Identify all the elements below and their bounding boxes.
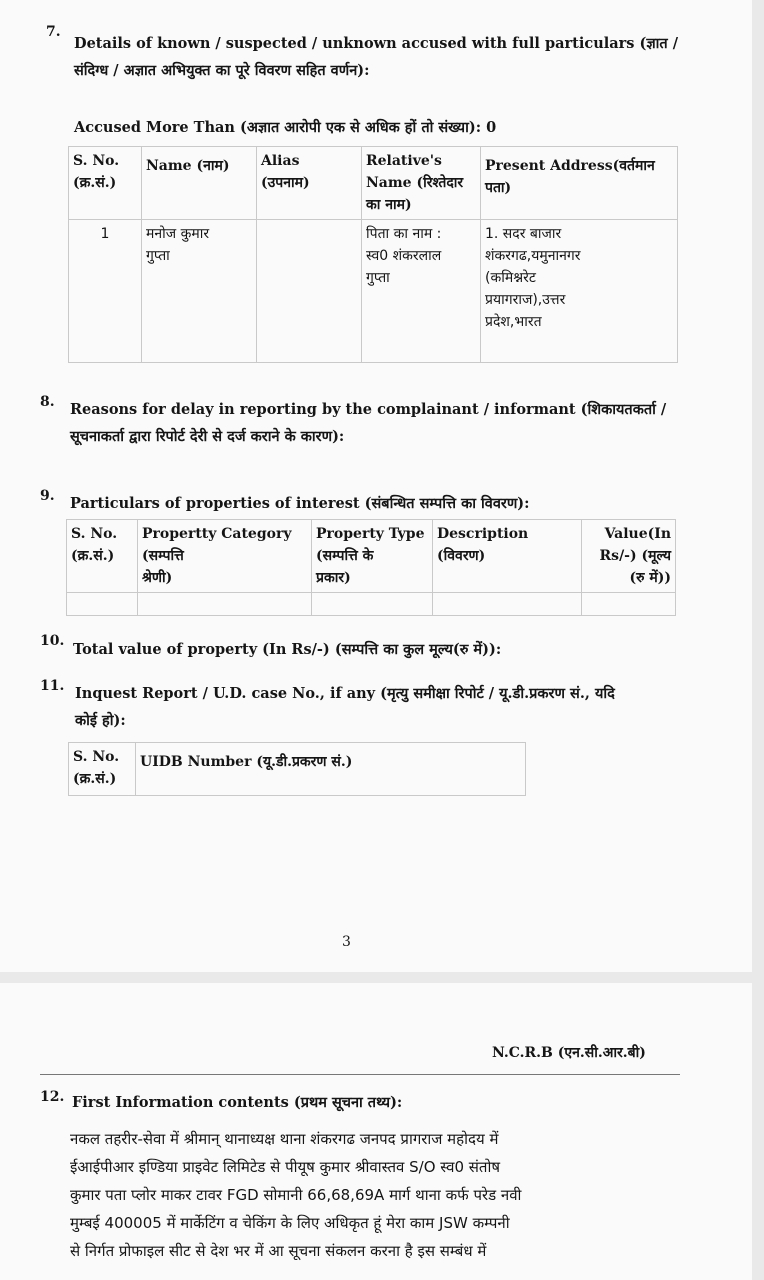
cell-name: मनोज कुमार गुप्ता [142,220,257,363]
header-property-category: Propertty Category (सम्पत्ति श्रेणी) [138,520,312,593]
section-8-heading: Reasons for delay in reporting by the complainant / informant (शिकायतकर्ता / सूचनाकर्ता द्वारा रिपोर्ट देरी से दर्ज कराने के कारण): [70,401,667,445]
table-header-row [69,743,526,796]
section-11-number: 11. [40,678,65,694]
first-information-text [70,1125,720,1265]
section-10-heading: Total value of property (In Rs/-) (सम्पत्ति का कुल मूल्य(रु में)): [73,641,502,658]
section-7-number: 7. [46,24,61,40]
property-table [66,519,676,616]
cell-empty [138,593,312,616]
section-12-heading: First Information contents (प्रथम सूचना तथ्य): [72,1094,403,1111]
text-line: से निर्गत प्रोफाइल सीट से देश भर में आ सूचना संकलन करना है इस सम्बंध में [70,1242,487,1260]
header-value: Value(In Rs/-) (मूल्य (रु में)) [582,520,676,593]
text-line: कुमार पता प्लोर माकर टावर FGD सोमानी 66,68,69A मार्ग थाना कर्फ परेड नवी [70,1186,522,1204]
section-7-heading [74,30,714,84]
header-sno: S. No. (क्र.सं.) [69,743,136,796]
section-11-heading: Inquest Report / U.D. case No., if any (मृत्यु समीक्षा रिपोर्ट / यू.डी.प्रकरण सं., यदि कोई हो): [75,685,615,729]
cell-empty [433,593,582,616]
uidb-table [68,742,526,796]
header-present-address: Present Address(वर्तमान पता) [481,147,678,220]
cell-sno: 1 [69,220,142,363]
header-divider [40,1074,680,1075]
cell-present-address: 1. सदर बाजार शंकरगढ,यमुनानगर (कमिश्नरेट प्रयागराज),उत्तर प्रदेश,भारत [481,220,678,363]
section-9-number: 9. [40,488,55,504]
cell-empty [312,593,433,616]
header-alias: Alias (उपनाम) [257,147,362,220]
section-7-heading-line-1: Details of known / suspected / unknown accused with full particulars (ज्ञात / [74,35,679,52]
section-9-heading: Particulars of properties of interest (संबन्धित सम्पत्ति का विवरण): [70,495,530,512]
text-line: नकल तहरीर-सेवा में श्रीमान् थानाध्यक्ष थाना शंकरगढ जनपद प्रागराज महोदय में [70,1130,499,1148]
cell-empty [67,593,138,616]
section-10-number: 10. [40,633,65,649]
header-uidb-number: UIDB Number (यू.डी.प्रकरण सं.) [136,743,526,796]
ncrb-header: N.C.R.B (एन.सी.आर.बी) [492,1045,646,1061]
header-sno: S. No. (क्र.सं.) [67,520,138,593]
accused-more-than: Accused More Than (अज्ञात आरोपी एक से अधिक हों तो संख्या): 0 [74,119,497,136]
cell-relative-name: पिता का नाम : स्व0 शंकरलाल गुप्ता [362,220,481,363]
header-property-type: Property Type (सम्पत्ति के प्रकार) [312,520,433,593]
table-row [69,220,678,363]
header-relative-name: Relative's Name (रिश्तेदार का नाम) [362,147,481,220]
table-row [67,593,676,616]
header-description: Description (विवरण) [433,520,582,593]
header-name: Name (नाम) [142,147,257,220]
section-12-number: 12. [40,1089,65,1105]
text-line: ईआईपीआर इण्डिया प्राइवेट लिमिटेड से पीयूष कुमार श्रीवास्तव S/O स्व0 संतोष [70,1158,501,1176]
cell-empty [582,593,676,616]
section-8-number: 8. [40,394,55,410]
table-header-row [69,147,678,220]
table-header-row [67,520,676,593]
header-sno: S. No. (क्र.सं.) [69,147,142,220]
text-line: मुम्बई 400005 में मार्केटिंग व चेकिंग के लिए अधिकृत हूं मेरा काम JSW कम्पनी [70,1214,510,1232]
accused-table [68,146,678,363]
section-7-heading-line-2: संदिग्ध / अज्ञात अभियुक्त का पूरे विवरण सहित वर्णन): [74,62,370,79]
document-page-4 [0,983,752,1280]
page-number: 3 [342,934,351,950]
cell-alias [257,220,362,363]
